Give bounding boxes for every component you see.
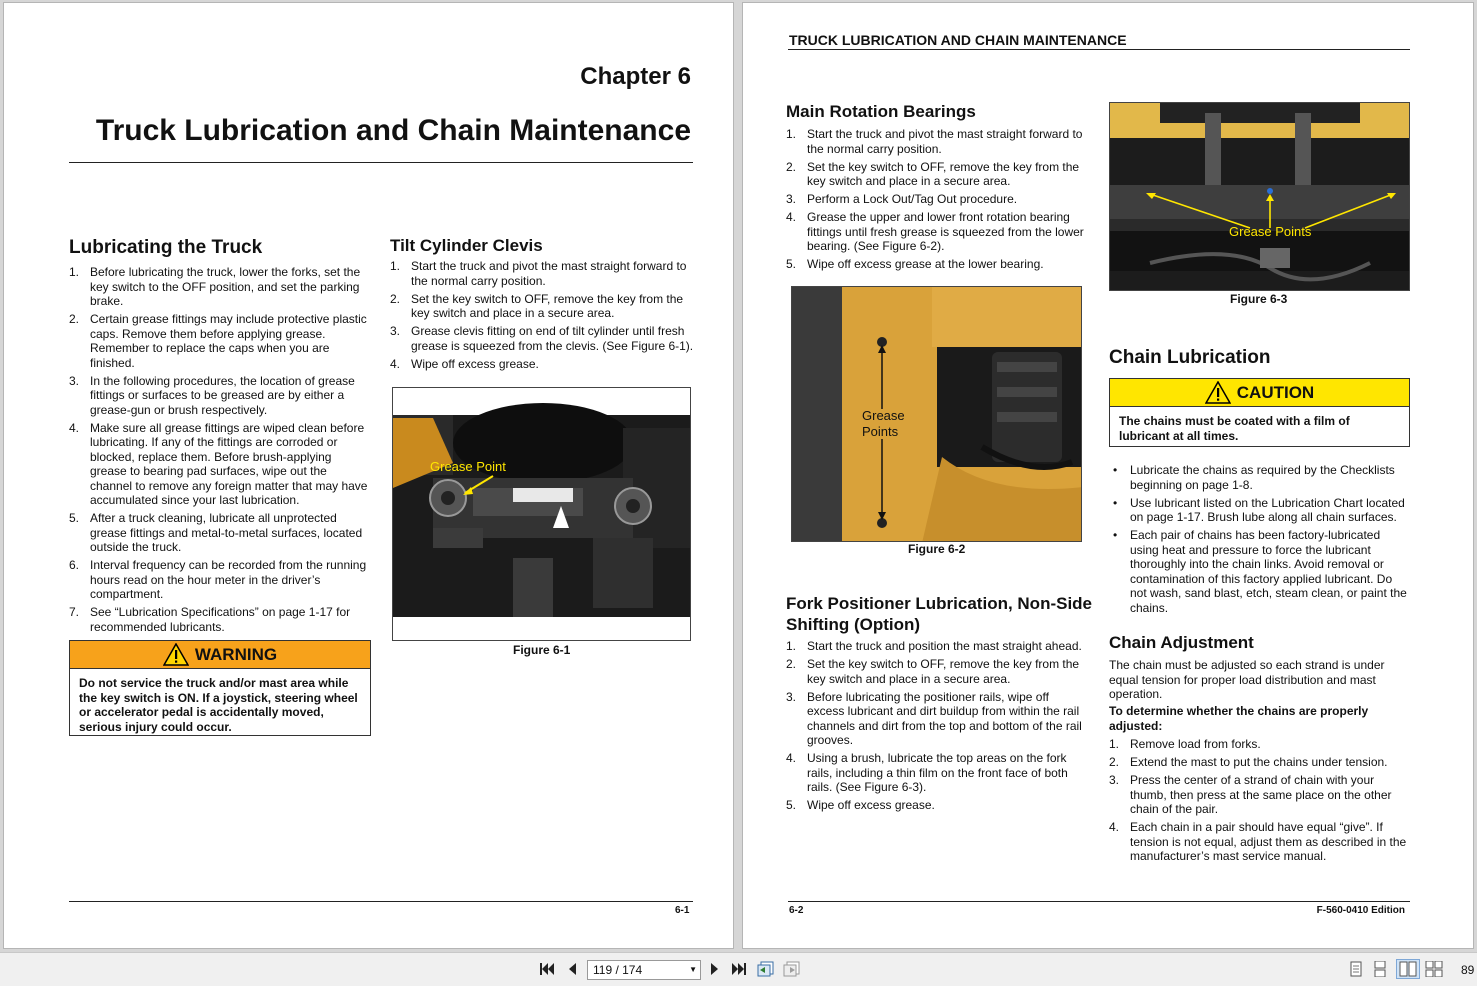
previous-view-button[interactable]: [756, 959, 776, 979]
list-item: 1. Remove load from forks.: [1109, 737, 1261, 751]
lubricating-steps: [69, 265, 371, 638]
single-page-icon: [1349, 961, 1363, 977]
facing-pages-icon: [1399, 961, 1417, 977]
footer-rule: [69, 901, 693, 902]
figure-caption-6-2: Figure 6-2: [908, 542, 966, 556]
list-item: 5. Wipe off excess grease.: [786, 798, 935, 812]
figure-caption-6-1: Figure 6-1: [513, 643, 571, 657]
list-item: 4. Grease the upper and lower front rotation bearing fittings until fresh grease is squeezed from the lower bearing. (See Figure 6-2).: [786, 210, 1084, 253]
list-item: 1. Start the truck and pivot the mast straight forward to the normal carry position.: [786, 127, 1083, 156]
next-page-button[interactable]: [705, 959, 725, 979]
grease-points-label-fig2: Grease Points: [862, 408, 905, 439]
section-heading-main-rotation: Main Rotation Bearings: [786, 102, 976, 121]
list-item: 6. Interval frequency can be recorded from the running hours read on the hour meter in the driver’s compartment.: [69, 558, 367, 601]
next-view-button[interactable]: [782, 959, 802, 979]
list-item: • Each pair of chains has been factory-lubricated using heat and pressure to force the lubricant thoroughly into the chain links. Avoid removal or contamination of this factory applied lubricant. Do not wash, sand blast, etch, steam clean, or paint the chains.: [1113, 528, 1407, 615]
list-item: 1. Before lubricating the truck, lower the forks, set the key switch to the OFF position, and set the parking brake.: [69, 265, 361, 308]
section-heading-tilt: Tilt Cylinder Clevis: [390, 236, 543, 255]
running-header: TRUCK LUBRICATION AND CHAIN MAINTENANCE: [789, 32, 1127, 48]
list-item: 3. Before lubricating the positioner rails, wipe off excess lubricant and dirt buildup from within the rail channels and dirt from the top and bottom of the rail grooves.: [786, 689, 1082, 747]
fork-positioner-steps: [786, 639, 1086, 816]
section-heading-lubricating: Lubricating the Truck: [69, 237, 263, 258]
list-item: 2. Set the key switch to OFF, remove the key from the key switch and place in a secure area.: [786, 159, 1080, 188]
list-item: 3. Grease clevis fitting on end of tilt cylinder until fresh grease is squeezed from the clevis. (See Figure 6-1).: [390, 324, 694, 353]
list-item: 7. See “Lubrication Specifications” on page 1-17 for recommended lubricants.: [69, 605, 351, 634]
caution-box: [1109, 378, 1410, 447]
figure-6-2: [791, 286, 1082, 542]
footer-rule: [788, 901, 1410, 902]
list-item: 1. Start the truck and position the mast straight ahead.: [786, 639, 1082, 653]
chain-lubrication-bullets: [1109, 463, 1411, 619]
document-page-right: [742, 2, 1474, 949]
page-number-left: 6-1: [675, 905, 690, 916]
edition-label: F-560-0410 Edition: [1316, 905, 1405, 916]
list-item: 3. In the following procedures, the location of grease fittings or surfaces to be greased are by either a grease-gun or brush respectively.: [69, 373, 355, 417]
continuous-facing-view-button[interactable]: [1424, 959, 1444, 979]
warning-box: [69, 640, 371, 736]
list-item: 1. Start the truck and pivot the mast straight forward to the normal carry position.: [390, 259, 687, 288]
chapter-title: Truck Lubrication and Chain Maintenance: [95, 114, 691, 147]
page-number-select[interactable]: [587, 960, 701, 980]
list-item: 4. Make sure all grease fittings are wiped clean before lubricating. If any of the fittings are corroded or blocked, replace them. Before brush-applying grease to bearing pad surfaces, wipe out the channel to remove any foreign matter that may have accumulated since your last lubrication.: [69, 420, 368, 507]
caution-text: The chains must be coated with a film of lubricant at all times.: [1119, 414, 1350, 443]
tilt-steps: [390, 259, 696, 375]
page-number-right: 6-2: [789, 905, 804, 916]
figure-caption-6-3: Figure 6-3: [1230, 292, 1288, 306]
previous-page-icon: [566, 962, 578, 976]
chain-adjustment-steps: [1109, 737, 1411, 867]
warning-text: Do not service the truck and/or mast area while the key switch is ON. If a joystick, steering wheel or accelerator pedal is accidentally moved, serious injury could occur.: [79, 676, 358, 734]
facing-pages-view-button[interactable]: [1396, 959, 1420, 979]
grease-points-label-fig3: Grease Points: [1229, 224, 1312, 239]
tilt-cylinder-photo: [393, 388, 691, 641]
list-item: 3. Perform a Lock Out/Tag Out procedure.: [786, 192, 1018, 206]
document-page-left: [3, 2, 734, 949]
list-item: 4. Wipe off excess grease.: [390, 356, 539, 371]
chain-adjustment-subhead: To determine whether the chains are properly adjusted:: [1109, 704, 1369, 733]
main-rotation-steps: [786, 127, 1086, 275]
warning-triangle-icon: [163, 643, 189, 666]
next-view-icon: [783, 961, 801, 977]
warning-header: [70, 641, 370, 669]
caution-triangle-icon: [1205, 381, 1231, 404]
list-item: 2. Extend the mast to put the chains under tension.: [1109, 755, 1388, 769]
list-item: 4. Using a brush, lubricate the top areas on the fork rails, including a thin film on the front face of both rails. (See Figure 6-3).: [786, 751, 1068, 794]
section-heading-chain-lubrication: Chain Lubrication: [1109, 347, 1271, 368]
next-page-icon: [709, 962, 721, 976]
zoom-level[interactable]: 89: [1461, 963, 1475, 977]
chain-adjustment-intro: The chain must be adjusted so each strand is under equal tension for proper load distribution and mast operation.: [1109, 658, 1385, 701]
previous-view-icon: [757, 961, 775, 977]
grease-point-label: Grease Point: [430, 459, 506, 474]
viewer-toolbar: [0, 952, 1477, 986]
caution-header: [1110, 379, 1409, 407]
section-heading-fork-positioner: Fork Positioner Lubrication, Non-Side Shifting (Option): [786, 594, 1093, 634]
continuous-page-icon: [1373, 961, 1387, 977]
list-item: 2. Set the key switch to OFF, remove the key from the key switch and place in a secure area.: [786, 657, 1080, 686]
continuous-view-button[interactable]: [1370, 959, 1390, 979]
chapter-label: Chapter 6: [580, 63, 691, 90]
rotation-bearing-photo: [792, 287, 1082, 542]
fork-positioner-photo: [1110, 103, 1410, 291]
list-item: 4. Each chain in a pair should have equal “give”. If tension is not equal, adjust them as described in the manufacturer’s mast service manual.: [1109, 820, 1407, 863]
list-item: 2. Set the key switch to OFF, remove the key from the key switch and place in a secure area.: [390, 291, 684, 320]
continuous-facing-icon: [1425, 961, 1443, 977]
last-page-icon: [731, 962, 747, 976]
figure-6-3: [1109, 102, 1410, 291]
figure-6-1: [392, 387, 691, 641]
chevron-down-icon: ▼: [689, 965, 697, 974]
header-rule: [788, 49, 1410, 50]
single-page-view-button[interactable]: [1346, 959, 1366, 979]
section-heading-chain-adjustment: Chain Adjustment: [1109, 633, 1254, 652]
list-item: 5. After a truck cleaning, lubricate all unprotected grease fittings and metal-to-metal surfaces, located outside the truck.: [69, 511, 363, 554]
first-page-button[interactable]: [537, 959, 557, 979]
warning-label: WARNING: [194, 644, 278, 664]
list-item: 2. Certain grease fittings may include protective plastic caps. Remove them before applying grease. Remember to replace the caps when you are finished.: [69, 312, 367, 370]
page-number-value: 119 / 174: [593, 963, 643, 977]
list-item: 5. Wipe off excess grease at the lower bearing.: [786, 257, 1044, 271]
first-page-icon: [539, 962, 555, 976]
last-page-button[interactable]: [729, 959, 749, 979]
list-item: 3. Press the center of a strand of chain with your thumb, then press at the same place on the other chain of the pair.: [1109, 773, 1392, 816]
list-item: • Use lubricant listed on the Lubrication Chart located on page 1-17. Brush lube along all chain surfaces.: [1113, 495, 1405, 524]
title-rule: [69, 162, 693, 163]
previous-page-button[interactable]: [562, 959, 582, 979]
list-item: • Lubricate the chains as required by the Checklists beginning on page 1-8.: [1113, 463, 1395, 492]
caution-label: CAUTION: [1236, 382, 1315, 402]
